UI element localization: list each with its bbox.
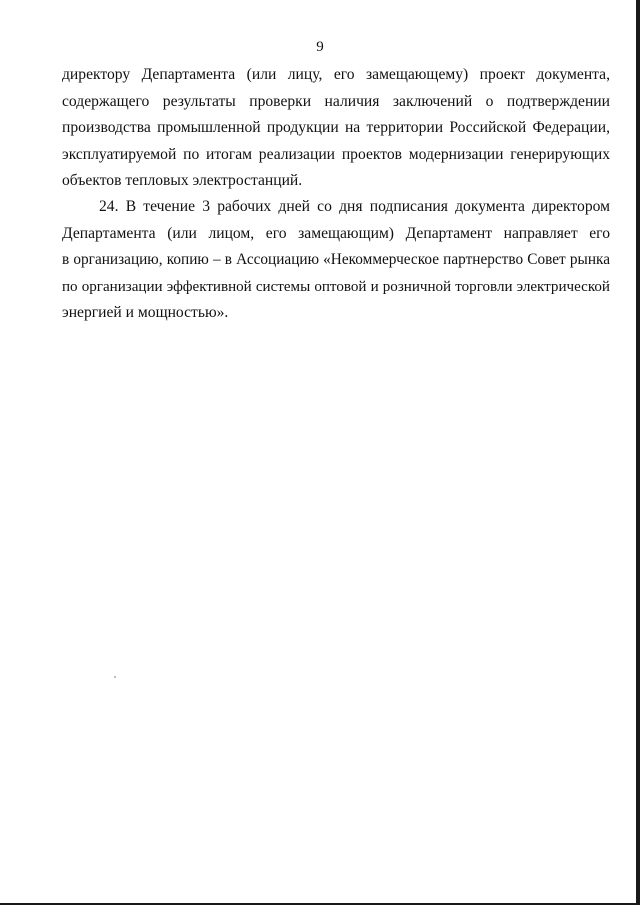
text-line: объектов тепловых электростанций.: [62, 172, 303, 190]
text-line: в организацию, копию – в Ассоциацию «Некоммерческое партнерство Совет рынка: [62, 251, 610, 269]
text-line: по организации эффективной системы оптовой и розничной торговли электрической: [62, 278, 610, 295]
text-line: производства промышленной продукции на территории Российской Федерации,: [62, 119, 610, 137]
paragraph-24: [62, 194, 610, 327]
paragraph-continuation: [62, 62, 610, 195]
scan-edge-right: [636, 0, 640, 905]
text-line: энергией и мощностью».: [62, 304, 229, 322]
text-line: эксплуатируемой по итогам реализации проектов модернизации генерирующих: [62, 145, 610, 163]
text-line: содержащего результаты проверки наличия заключений о подтверждении: [62, 92, 610, 110]
text-line: директору Департамента (или лицу, его замещающему) проект документа,: [62, 66, 610, 83]
text-line: Департамента (или лицом, его замещающим) Департамент направляет его: [62, 224, 610, 242]
text-line: 24. В течение 3 рабочих дней со дня подписания документа директором: [99, 198, 610, 215]
scan-speck: [114, 676, 116, 678]
page-number: 9: [316, 39, 324, 55]
